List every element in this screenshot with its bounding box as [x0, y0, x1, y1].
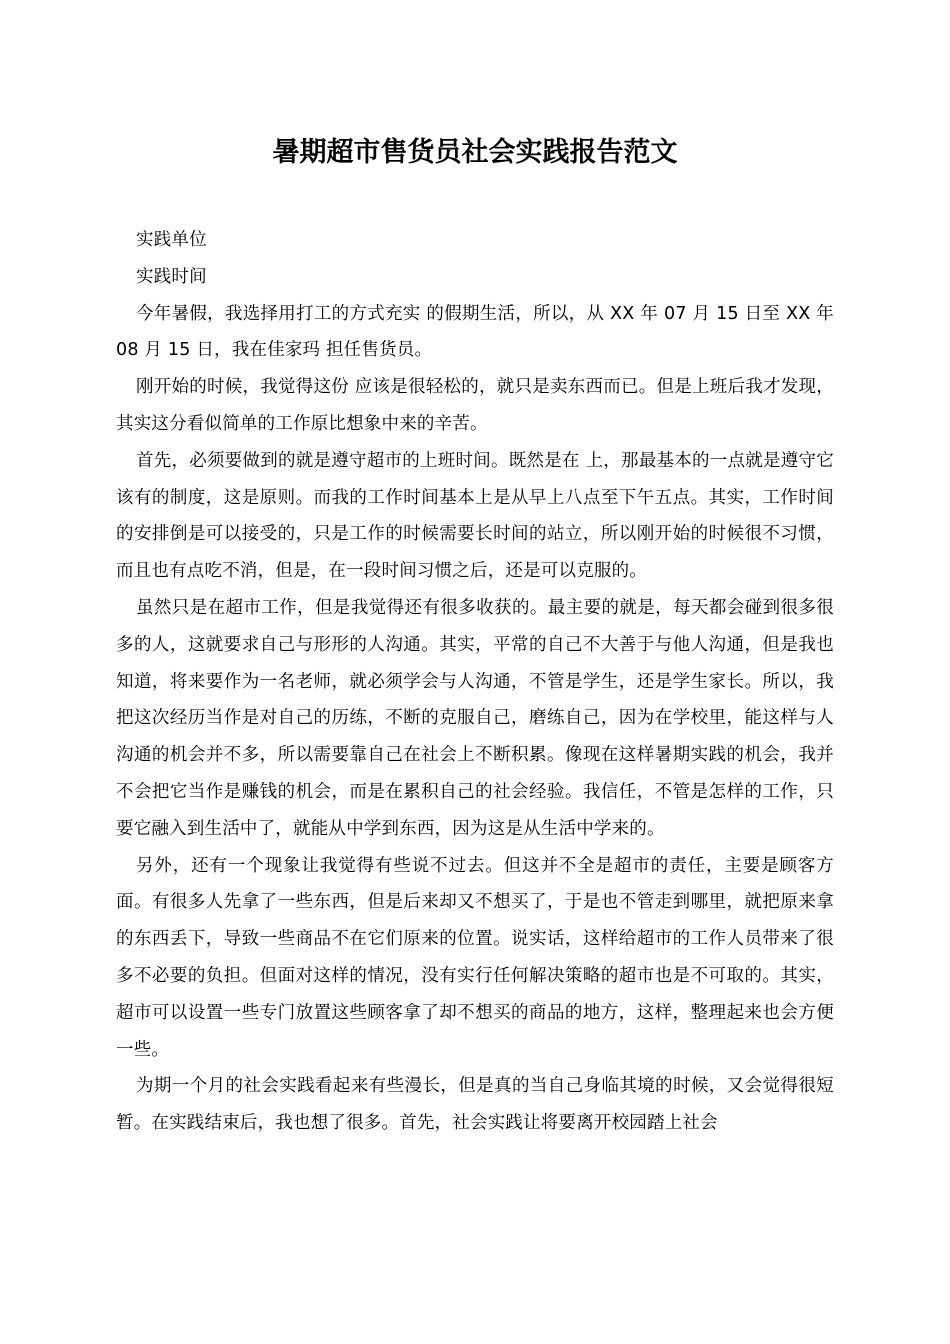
paragraph-intro: 今年暑假，我选择用打工的方式充实 的假期生活，所以，从 XX 年 07 月 15 日至 XX 年 08 月 15 日，我在佳家玛 担任售货员。 — [116, 303, 834, 361]
paragraph-conclusion: 为期一个月的社会实践看起来有些漫长，但是真的当自己身临其境的时候，又会觉得很短暂。在实践结束后，我也想了很多。首先，社会实践让将要离开校园踏上社会 — [116, 1076, 834, 1134]
paragraph-customer-issue: 另外，还有一个现象让我觉得有些说不过去。但这并不全是超市的责任，主要是顾客方面。有很多人先拿了一些东西，但是后来却又不想买了，于是也不管走到哪里，就把原来拿的东西丢下，导致一些商品不在它们原来的位置。说实话，这样给超市的工作人员带来了很多不必要的负担。但面对这样的情况，没有实行任何解决策略的超市也是不可取的。其实，超市可以设置一些专门放置这些顾客拿了却不想买的商品的地方，这样，整理起来也会方便一些。 — [116, 855, 834, 1060]
paragraph-working-hours: 首先，必须要做到的就是遵守超市的上班时间。既然是在 上，那最基本的一点就是遵守它该有的制度，这是原则。而我的工作时间基本上是从早上八点至下午五点。其实，工作时间的安排倒是可以接受的，只是工作的时候需要长时间的站立，所以刚开始的时候很不习惯，而且也有点吃不消，但是，在一段时间习惯之后，还是可以克服的。 — [116, 450, 834, 582]
paragraph-practice-unit: 实践单位 — [136, 230, 207, 250]
paragraph-practice-time: 实践时间 — [136, 266, 207, 287]
paragraph-gains: 虽然只是在超市工作，但是我觉得还有很多收获的。最主要的就是，每天都会碰到很多很多的人，这就要求自己与形形的人沟通。其实，平常的自己不大善于与他人沟通，但是我也知道，将来要作为一名老师，就必须学会与人沟通，不管是学生，还是学生家长。所以，我把这次经历当作是对自己的历练，不断的克服自己，磨练自己，因为在学校里，能这样与人沟通的机会并不多，所以需要靠自己在社会上不断积累。像现在这样暑期实践的机会，我并不会把它当作是赚钱的机会，而是在累积自己的社会经验。我信任，不管是怎样的工作，只要它融入到生活中了，就能从中学到东西，因为这是从生活中学来的。 — [116, 597, 834, 839]
document-body — [116, 222, 834, 1142]
paragraph-beginning: 刚开始的时候，我觉得这份 应该是很轻松的，就只是卖东西而已。但是上班后我才发现，其实这分看似简单的工作原比想象中来的辛苦。 — [116, 377, 834, 434]
document-title: 暑期超市售货员社会实践报告范文 — [272, 137, 678, 168]
